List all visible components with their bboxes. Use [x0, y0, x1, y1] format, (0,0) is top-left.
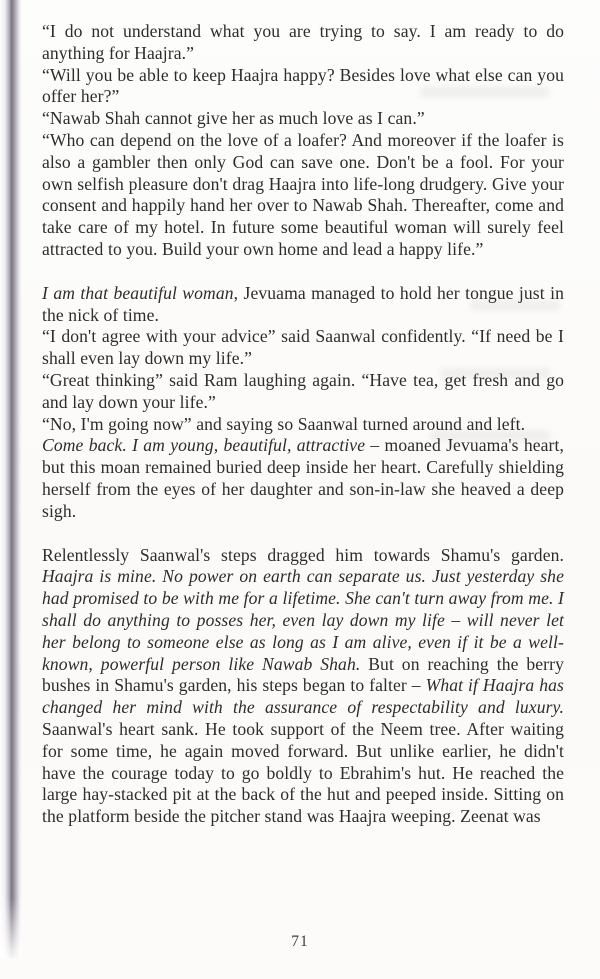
italic-text-run: What if Haajra has changed her mind with the assurance of respectability and luxury. [42, 675, 564, 718]
text-run: “Nawab Shah cannot give her as much love as I can.” [42, 108, 425, 129]
text-run: “I don't agree with your advice” said Saanwal confidently. “If need be I shall even lay down my life.” [42, 326, 564, 369]
paragraph [42, 108, 564, 130]
paragraph [42, 130, 564, 261]
text-run: “No, I'm going now” and saying so Saanwal turned around and left. [42, 413, 526, 434]
text-run: Saanwal's heart sank. He took support of the Neem tree. After waiting for some time, he again moved forward. But unlike earlier, he didn't have the courage today to go boldly to Ebrahim's hut. He reached the large hay-stacked pit at the back of the hut and peeped inside. Sitting on the platform beside the pitcher stand was Haajra weeping. Zeenat was [42, 718, 564, 827]
paragraph [42, 414, 564, 436]
text-run: Relentlessly Saanwal's steps dragged him towards Shamu's garden. [42, 544, 564, 565]
text-run: “Who can depend on the love of a loafer? And moreover if the loafer is also a gambler then only God can save one. Don't be a fool. For your own selfish pleasure don't drag Haajra into life-long drudgery. Give your consent and happily hand her over to Nawab Shah. Thereafter, come and take care of my hotel. In future some beautiful woman will surely feel attracted to you. Build your own home and lead a happy life.” [42, 129, 564, 259]
paragraph [42, 435, 564, 522]
text-run: But on reaching the berry bushes in Shamu's garden, his steps began to falter – [42, 653, 564, 696]
text-run: “I do not understand what you are trying to say. I am ready to do anything for Haajra.” [42, 21, 564, 63]
paragraph [42, 65, 564, 109]
paragraph [42, 21, 564, 65]
page-text [42, 21, 564, 828]
paragraph [42, 283, 564, 327]
paragraph [42, 545, 564, 828]
paragraph [42, 326, 564, 370]
page-number: 71 [291, 933, 309, 950]
text-run: “Will you be able to keep Haajra happy? Besides love what else can you offer her?” [42, 64, 564, 107]
italic-text-run: I am that beautiful woman [42, 282, 234, 303]
paragraph [42, 370, 564, 414]
text-run: “Great thinking” said Ram laughing again. “Have tea, get fresh and go and lay down your life.” [42, 369, 564, 412]
italic-text-run: Haajra is mine. No power on earth can separate us. Just yesterday she had promised to be with me for a lifetime. She can't turn away from me. I shall do anything to posses her, even lay down my life – will never let her belong to someone else as long as I am alive, even if it be a well-known, powerful person like Nawab Shah. [42, 566, 564, 674]
page-gutter-shadow [0, 0, 22, 958]
text-run: – moaned Jevuama's heart, but this moan remained buried deep inside her heart. Carefully shielding herself from the eyes of her daughter and son-in-law she heaved a deep sigh. [42, 435, 564, 521]
italic-text-run: Come back. I am young, beautiful, attractive [42, 435, 366, 456]
text-run: , Jevuama managed to hold her tongue just in the nick of time. [42, 282, 564, 325]
